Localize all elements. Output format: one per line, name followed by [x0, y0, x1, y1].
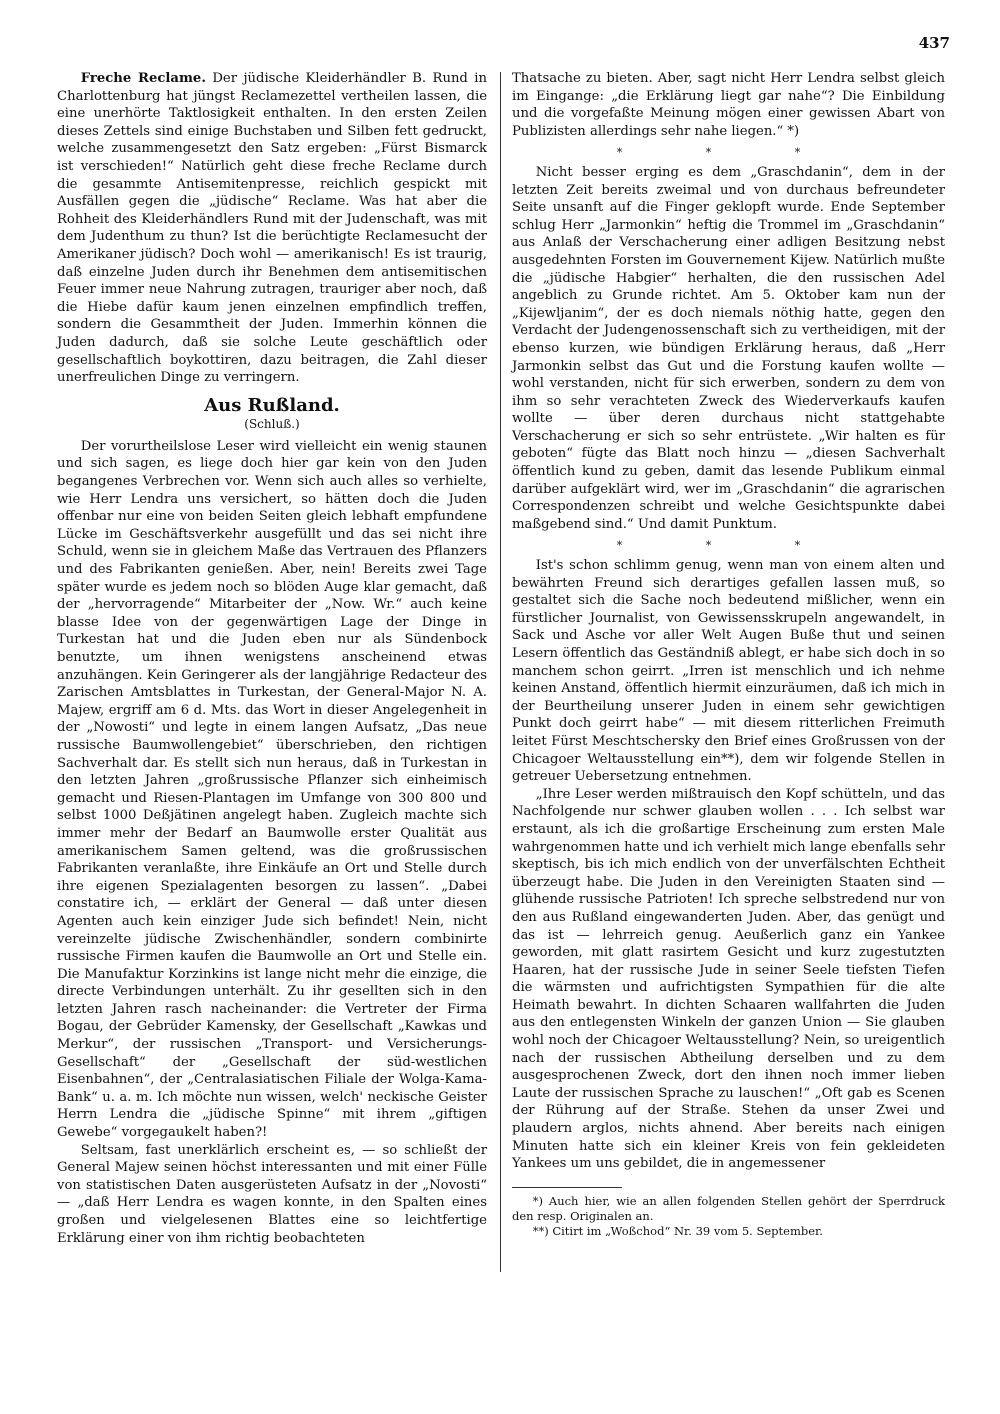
footnote: *) Auch hier, wie an allen folgenden Stellen gehört der Sperrdruck den resp. Originalen an. — [512, 1193, 945, 1223]
paragraph: Thatsache zu bieten. Aber, sagt nicht Herr Lendra selbst gleich im Eingange: „die Erklärung liegt gar nahe“? Die Einbildung und die vorgefaßte Meinung mögen einer gewissen Abart von Publizisten allerdings sehr nahe liegen.“ *) — [512, 71, 945, 139]
article-lead-title: Freche Reclame. — [80, 71, 206, 86]
section-separator: * * * — [616, 539, 841, 553]
article-freche-reclame — [57, 70, 487, 387]
column-divider — [500, 72, 501, 1272]
right-column — [512, 70, 945, 1239]
left-column — [57, 70, 487, 1247]
section-heading: Aus Rußland. — [204, 394, 340, 416]
section-subheading: (Schluß.) — [244, 417, 300, 432]
footnote: **) Citirt im „Woßchod“ Nr. 39 vom 5. September. — [532, 1223, 823, 1238]
page-number: 437 — [918, 34, 950, 52]
article-body: Der jüdische Kleiderhändler B. Rund in Charlottenburg hat jüngst Reclamezettel vertheilen lassen, die eine unerhörte Taktlosigkeit enthalten. In den ersten Zeilen dieses Zettels sind einige Buchstaben und Silben fett gedruckt, welche zusammengesetzt den Satz ergeben: „Fürst Bismarck ist verschieden!“ Natürlich geht diese freche Reclame durch die gesammte Antisemitenpresse, reichlich gespickt mit Ausfällen gegen die „jüdische“ Reclame. Was hat aber die Rohheit des Kleiderhändlers Rund mit der Judenschaft, was mit dem Judenthum zu thun? Ist die berüchtigte Reclamesucht der Amerikaner jüdisch? Doch wohl — amerikanisch! Es ist traurig, daß einzelne Juden durch ihr Benehmen dem antisemitischen Feuer immer neue Nahrung zutragen, trauriger aber noch, daß die Hiebe dafür kaum jenen einzelnen empfindlich treffen, sondern die Gesammtheit der Juden. Immerhin können die Juden dadurch, daß sie solche Leute geschäftlich oder gesellschaftlich boykottiren, dazu beitragen, die Zahl dieser unerfreulichen Dinge zu verringern. — [57, 71, 488, 386]
paragraph: Nicht besser erging es dem „Graschdanin“, dem in der letzten Zeit bereits zweimal und von durchaus befreundeter Seite unsanft auf die Finger geklopft wurde. Ende September schlug Herr „Jarmonkin“ heftig die Trommel im „Graschdanin“ aus Anlaß der Verschacherung einer adligen Besitzung nebst ausgedehnten Forsten im Gouvernement Kijew. Natürlich mußte die „jüdische Habgier“ herhalten, die den russischen Adel angeblich zu Grunde richtet. Am 5. Oktober kam nun der „Kijewljanim“, der es doch niemals nöthig hatte, gegen den Verdacht der Judengenossenschaft sich zu vertheidigen, mit der ebenso kurzen, wie bündigen Erklärung heraus, daß „Herr Jarmonkin selbst das Gut und die Forstung kaufen wollte — wohl verstanden, nicht für sich erwerben, sondern zu dem von ihm so sehr verachteten Zweck des Wiederverkaufs kaufen wollte — über deren durchaus nicht stattgehabte Verschacherung er sich so sehr entrüstete. „Wir halten es für geboten“ fügte das Blatt noch hinzu — „diesen Sachverhalt öffentlich kund zu geben, damit das lesende Publikum einmal darüber aufgeklärt wird, wer im „Graschdanin“ die agrarischen Correspondenzen schreibt und welche Gesichtspunkte dabei maßgebend sind.“ Und damit Punktum. — [512, 164, 945, 532]
paragraph: Der vorurtheilslose Leser wird vielleicht ein wenig staunen und sich sagen, es liege doch hier gar kein von den Juden begangenes Verbrechen vor. Wenn sich auch alles so verhielte, wie Herr Lendra uns versichert, so hätten doch die Juden offenbar nur eine von beiden Seiten gleich lebhaft empfundene Lücke im Geschäftsverkehr ausgefüllt und das sei nicht ihre Schuld, wenn sie in gleichem Maße das Vertrauen des Pflanzers und des Fabrikanten genießen. Aber, nein! Bereits zwei Tage später wurde es jedem noch so blöden Auge klar gemacht, daß der „hervorragende“ Mitarbeiter der „Now. Wr.“ auch keine blasse Idee von der gegenwärtigen Lage der Dinge in Turkestan hat und die Juden eben nur als Sündenbock benutzte, um ihnen wenigstens anscheinend etwas anzuhängen. Kein Geringerer als der langjährige Redacteur des Zarischen Amtsblattes in Turkestan, der General-Major N. A. Majew, ergriff am 6 d. Mts. das Wort in dieser Angelegenheit in der „Nowosti“ und legte in einem langen Aufsatz, „Das neue russische Baumwollengebiet“ überschrieben, den richtigen Sachverhalt dar. Es stellt sich nun heraus, daß in Turkestan in den letzten Jahren „großrussische Pflanzer sich einheimisch gemacht und Riesen-Plantagen im Umfange von 300 800 und selbst 1000 Deßjätinen angelegt haben. Zugleich machte sich immer mehr der Bedarf an Baumwolle erster Qualität aus amerikanischem Samen geltend, was die großrussischen Fabrikanten veranlaßte, ihre Einkäufe an Ort und Stelle durch ihre eigenen Spezialagenten besorgen zu lassen“. „Dabei constatire ich, — erklärt der General — daß unter diesen Agenten auch kein einziger Jude sich befindet! Nein, nicht vereinzelte jüdische Zwischenhändler, sondern combinirte russische Firmen kaufen die Baumwolle an Ort und Stelle ein. Die Manufaktur Korzinkins ist lange nicht mehr die einzige, die directe Verbindungen unterhält. Zu ihr gesellten sich in den letzten Jahren rasch nacheinander: die Vertreter der Firma Bogau, der Gebrüder Kamensky, der Gesellschaft „Kawkas und Merkur“, der russischen „Transport- und Versicherungs-Gesellschaft“ der „Gesellschaft der süd-westlichen Eisenbahnen“, der „Centralasiatischen Filiale der Wolga-Kama-Bank“ u. a. m. Ich möchte nun wissen, welch' neckische Geister Herrn Lendra die „jüdische Spinne“ mit ihrem „giftigen Gewebe“ vorgegaukelt haben?! — [57, 438, 487, 1141]
paragraph: Seltsam, fast unerklärlich erscheint es, — so schließt der General Majew seinen höchst interessanten und mit einer Fülle von statistischen Daten ausgerüsteten Aufsatz in der „Novosti“ — „daß Herr Lendra es wagen konnte, in den Spalten eines großen und vielgelesenen Blattes eine so leichtfertige Erklärung einer von ihm richtig beobachteten — [57, 1142, 487, 1246]
paragraph: Ist's schon schlimm genug, wenn man von einem alten und bewährten Freund sich derartiges gefallen lassen muß, so gestaltet sich die Sache noch bedeutend mißlicher, wenn ein fürstlicher Journalist, von Gewissensskrupeln angewandelt, in Sack und Asche vor aller Welt Augen Buße thut und seinen Lesern öffentlich das Geständniß ablegt, er habe sich doch in so manchem schon geirrt. „Irren ist menschlich und ich nehme keinen Anstand, öffentlich hiermit einzuräumen, daß ich mich in der Beurtheilung unserer Juden in einem sehr gewichtigen Punkt doch geirrt habe“ — mit diesem ritterlichen Freimuth leitet Fürst Meschtschersky den Brief eines Großrussen von der Chicagoer Weltausstellung ein**), dem wir folgende Stellen in getreuer Uebersetzung entnehmen. — [512, 558, 945, 785]
section-separator: * * * — [616, 146, 841, 160]
paragraph: „Ihre Leser werden mißtrauisch den Kopf schütteln, und das Nachfolgende nur schwer glauben wollen . . . Ich selbst war erstaunt, als ich die großartige Erscheinung zum ersten Male wahrgenommen hatte und ich verhielt mich lange ebenfalls sehr skeptisch, bis ich mich endlich von der unverfälschten Echtheit überzeugt habe. Die Juden in den Vereinigten Staaten sind — glühende russische Patrioten! Ich spreche selbstredend nur von den aus Rußland eingewanderten Juden. Aber, das genügt und das ist — lehrreich genug. Aeußerlich ganz ein Yankee geworden, mit glatt rasirtem Gesicht und kurz zugestutzten Haaren, hat der russische Jude in seiner Seele tiefsten Tiefen die wärmsten und aufrichtigsten Sympathien für die alte Heimath bewahrt. In dichten Schaaren wallfahrten die Juden aus den entlegensten Winkeln der ganzen Union — Sie glauben wohl noch der Chicagoer Weltausstellung? Nein, so ureigentlich nach der russischen Abtheilung derselben und zu dem ausgesprochenen Zweck, dort den ihnen noch immer lieben Laute der russischen Sprache zu lauschen!“ „Oft gab es Scenen der Rührung auf der Straße. Stehen da unser Zwei und plaudern arglos, nichts ahnend. Aber bereits nach einigen Minuten hatte sich ein kleiner Kreis von fein gekleideten Yankees um uns gebildet, die in angemessener — [512, 786, 945, 1172]
footnote-rule — [512, 1187, 622, 1188]
